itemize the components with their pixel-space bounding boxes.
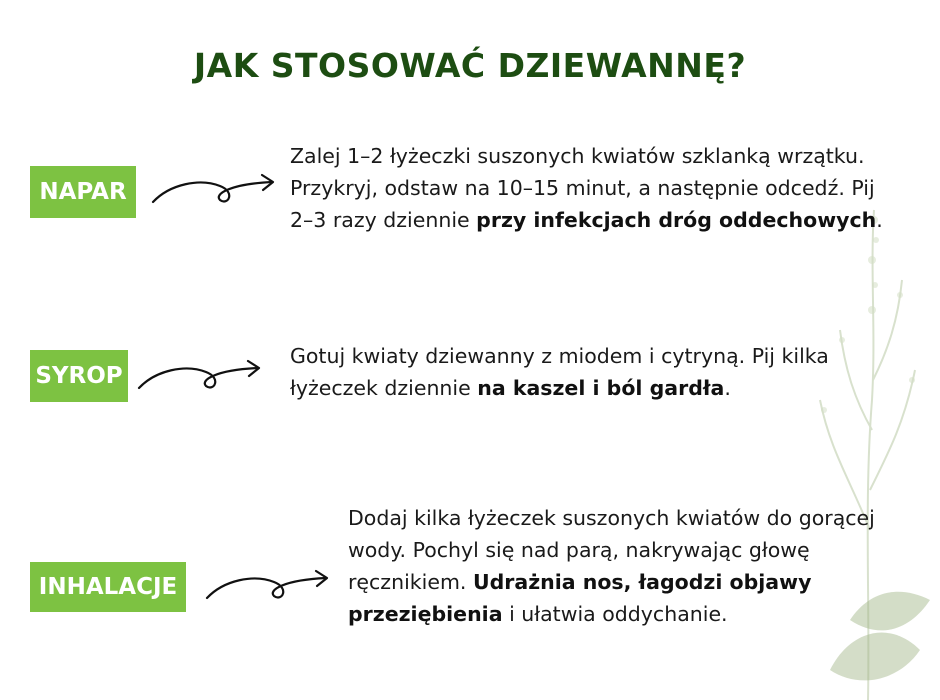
tag-label: INHALACJE [38,574,178,600]
description-emphasis: Udrażnia nos, łagodzi objawy przeziębienia [348,570,812,626]
method-description-napar [290,140,900,236]
tag-syrop [30,350,128,402]
method-description-syrop [290,340,910,404]
method-description-inhalacje [348,502,903,630]
description-text: Zalej 1–2 łyżeczki suszonych kwiatów szklanką wrzątku. Przykryj, odstaw na 10–15 minut, a następnie odcedź. Pij 2–3 razy dziennie [290,144,875,232]
page-title: JAK STOSOWAĆ DZIEWANNĘ? [193,46,747,85]
description-text: Gotuj kwiaty dziewanny z miodem i cytryną. Pij kilka łyżeczek dziennie [290,344,829,400]
description-emphasis: na kaszel i ból gardła [477,376,725,400]
description-text: Dodaj kilka łyżeczek suszonych kwiatów do gorącej wody. Pochyl się nad parą, nakrywając głowę ręcznikiem. [348,506,875,594]
description-text: i ułatwia oddychanie. [502,602,728,626]
tag-inhalacje [30,562,186,612]
description-emphasis: przy infekcjach dróg oddechowych [476,208,877,232]
curly-arrow-icon [204,566,334,606]
curly-arrow-icon [136,356,266,396]
tag-label: NAPAR [39,179,127,205]
description-text: . [724,376,731,400]
tag-napar [30,166,136,218]
tag-label: SYROP [35,363,123,389]
curly-arrow-icon [150,170,280,210]
description-text: . [876,208,883,232]
